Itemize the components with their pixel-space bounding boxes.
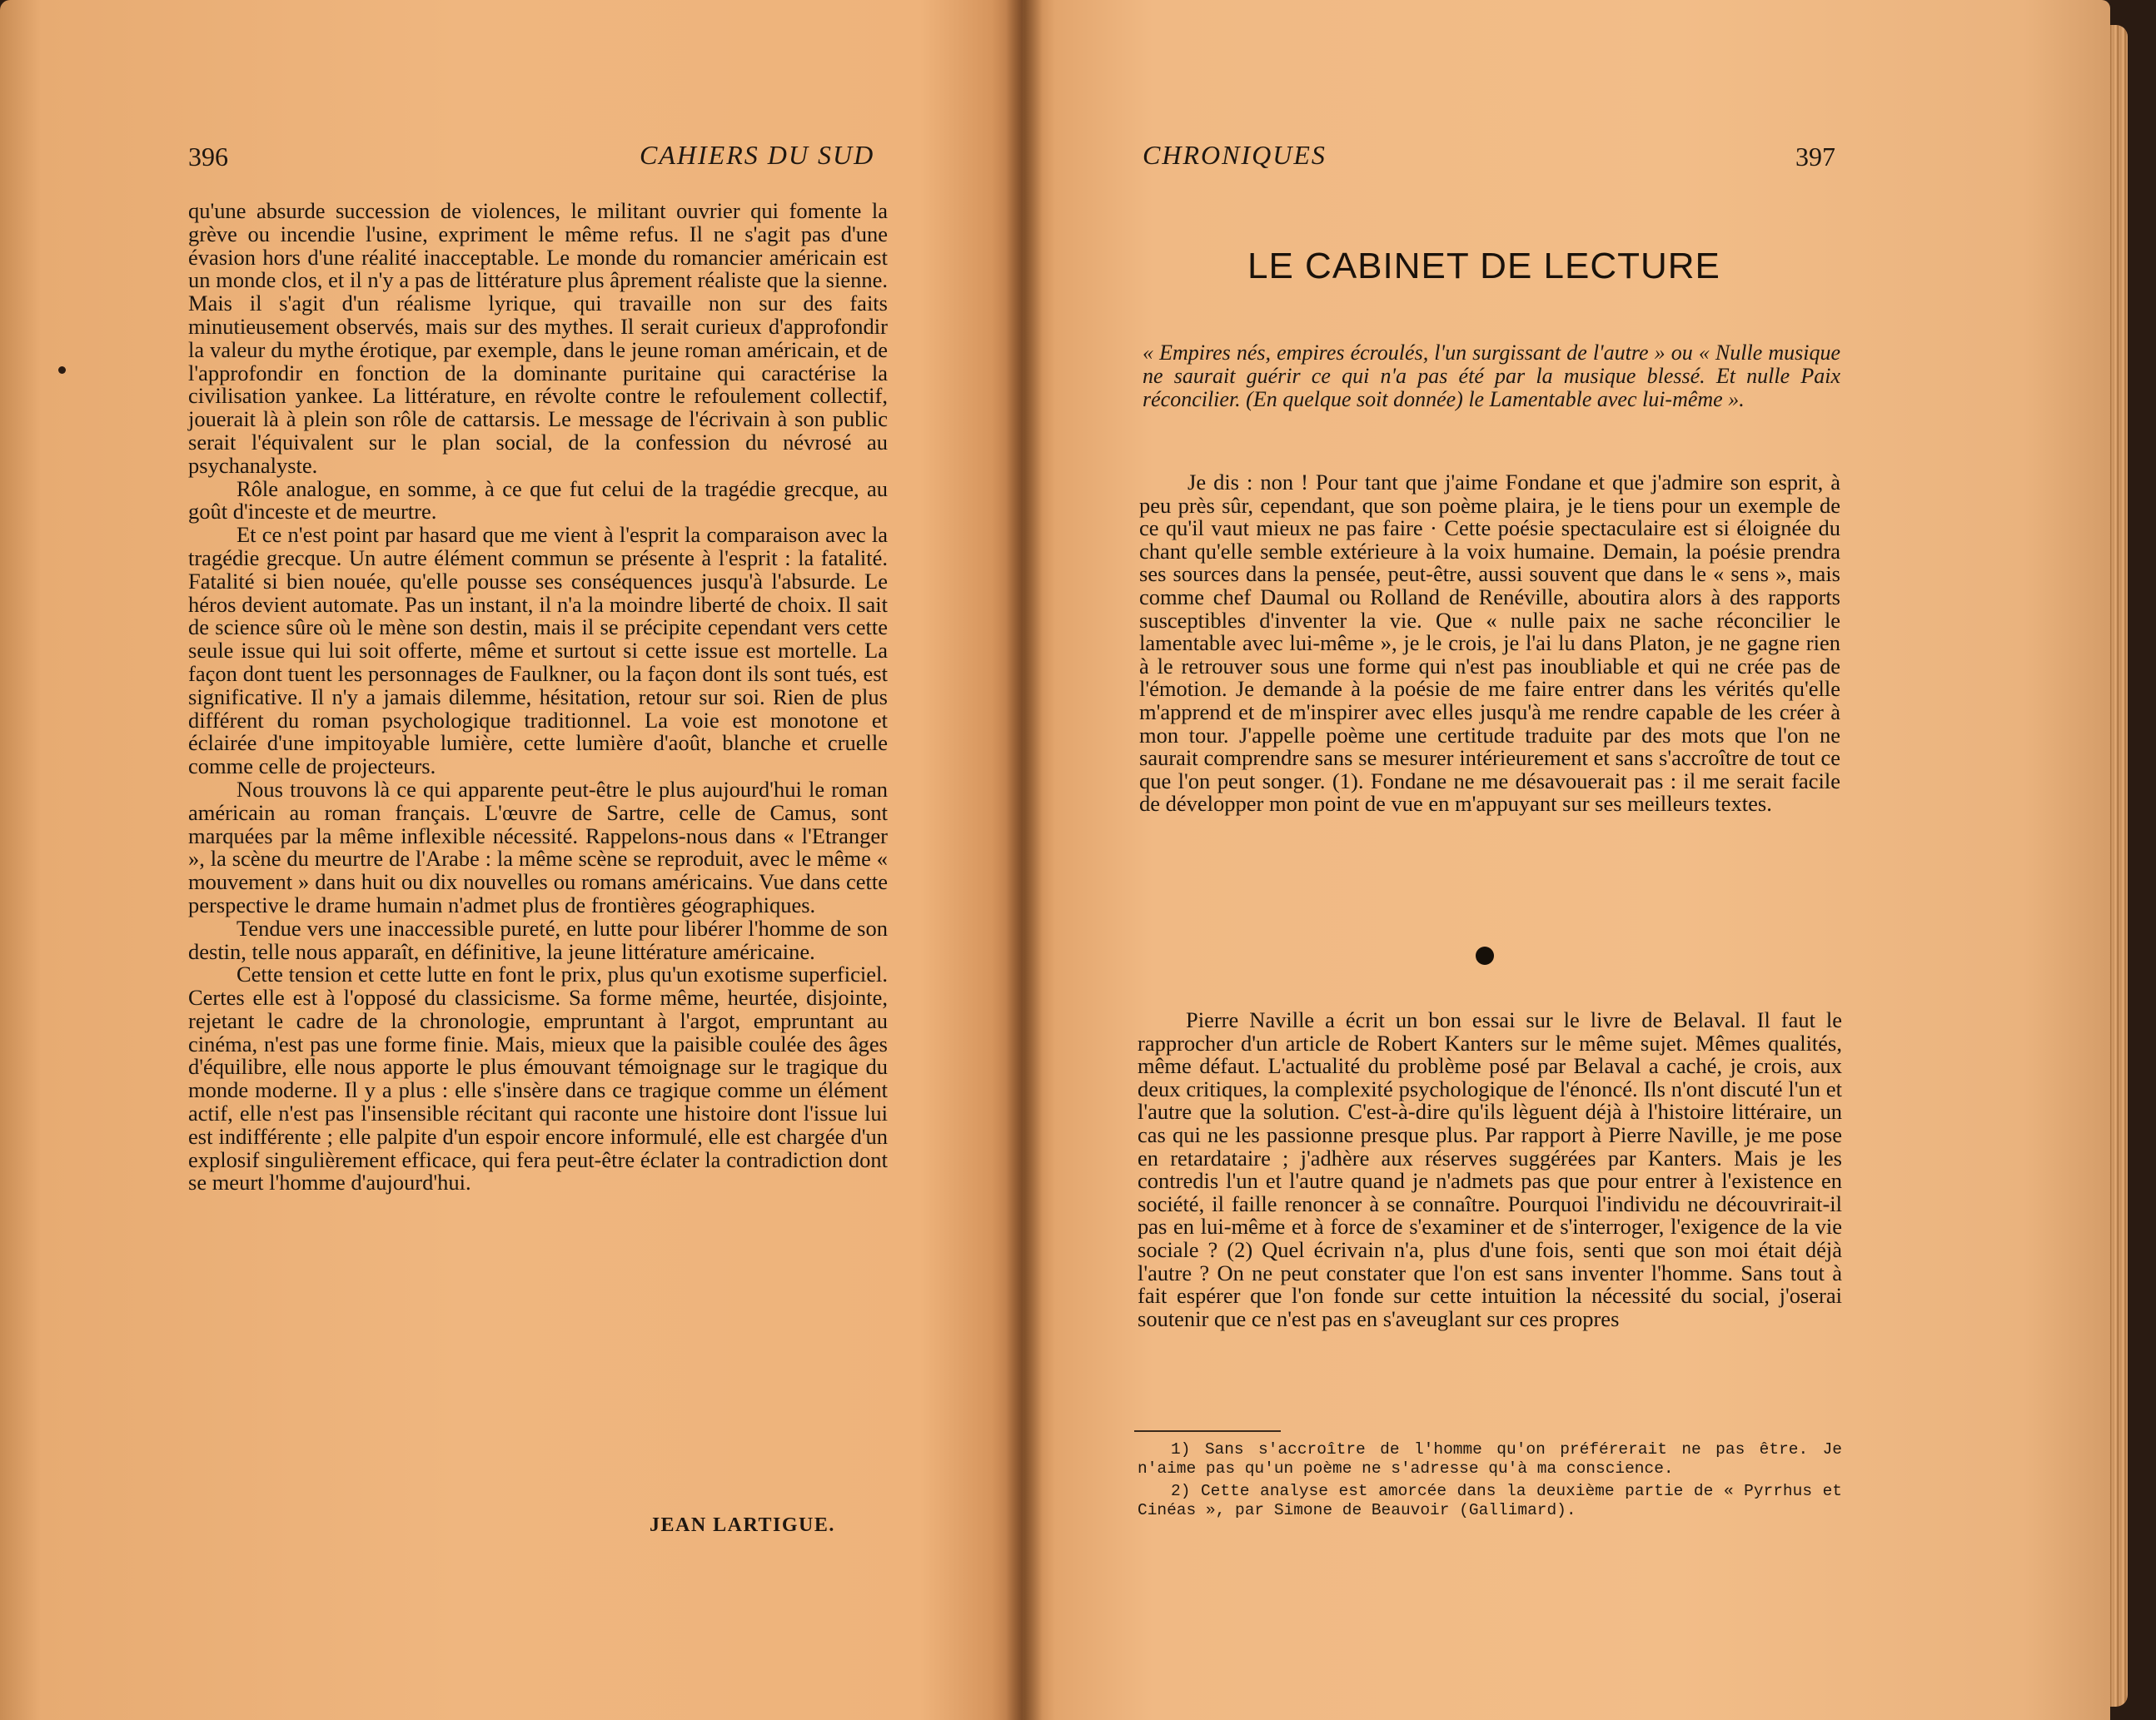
- running-head-left: CAHIERS DU SUD: [640, 140, 875, 170]
- right-body-text-2: [1138, 1009, 1842, 1330]
- book-gutter: [1006, 0, 1043, 1720]
- page-number-left: 396: [188, 142, 228, 172]
- paragraph: Cette tension et cette lutte en font le prix, plus qu'un exotisme superficiel. Certes elle est à l'opposé du classicisme. Sa forme même, heurtée, disjointe, rejetant le cadre de la chronologie, empruntant à l'argot, empruntant au cinéma, n'est pas une forme finie. Mais, mieux que la paisible coulée des âges d'équilibre, elle nous apporte le plus émouvant témoignage sur le tragique du monde moderne. Il y a plus : elle s'insère dans ce tragique comme un élément actif, elle n'est pas l'insensible récitant qui raconte une histoire dont l'issue lui est indifférente ; elle palpite d'un espoir encore informulé, elle est chargée d'un explosif singulièrement efficace, qui fera peut-être éclater la contradiction dont se meurt l'homme d'aujourd'hui.: [188, 962, 888, 1196]
- author-signature: JEAN LARTIGUE.: [650, 1514, 835, 1536]
- running-head-right: CHRONIQUES: [1143, 140, 1327, 170]
- paragraph: Nous trouvons là ce qui apparente peut-être le plus aujourd'hui le roman américain au roman français. L'œuvre de Sartre, celle de Camus, sont marquées par la même inflexible nécessité. Rappelons-nous dans « l'Etranger », la scène du meurtre de l'Arabe : la même scène se reproduit, avec le même « mouvement » dans huit ou dix nouvelles ou romans américains. Vue dans cette perspective le drame humain n'admet plus de frontières géographiques.: [188, 776, 888, 917]
- paragraph: Rôle analogue, en somme, à ce que fut celui de la tragédie grecque, au goût d'inceste et de meurtre.: [188, 475, 888, 524]
- footnotes: [1138, 1440, 1842, 1524]
- section-divider-bullet: [1476, 947, 1494, 965]
- footnote: 2) Cette analyse est amorcée dans la deuxième partie de « Pyrrhus et Cinéas », par Simone de Beauvoir (Gallimard).: [1138, 1482, 1842, 1519]
- left-body-text: [188, 200, 888, 1195]
- footnote-rule: [1134, 1430, 1281, 1432]
- epigraph: « Empires nés, empires écroulés, l'un surgissant de l'autre » ou « Nulle musique ne saurait guérir ce qui n'a pas été par la musique blessé. Et nulle Paix réconcilier. (En quelque soit donnée) le Lamentable avec lui-même ».: [1143, 341, 1840, 411]
- footnote: 1) Sans s'accroître de l'homme qu'on préférerait ne pas être. Je n'aime pas qu'un poème ne s'adresse qu'à ma conscience.: [1138, 1440, 1842, 1478]
- paragraph: Tendue vers une inaccessible pureté, en lutte pour libérer l'homme de son destin, telle nous apparaît, en définitive, la jeune littérature américaine.: [188, 915, 888, 964]
- paper-speck: [58, 366, 66, 374]
- left-page: [0, 0, 1023, 1720]
- paragraph: qu'une absurde succession de violences, le militant ouvrier qui fomente la grève ou incendie l'usine, expriment le même refus. Il ne s'agit pas d'une évasion hors d'une réalité inacceptable. Le monde du romancier américain est un monde clos, et il n'y a pas de littérature plus âprement réaliste que la sienne. Mais il s'agit d'un réalisme lyrique, qui travaille non sur des faits minutieusement observés, mais sur des mythes. Il serait curieux d'approfondir la valeur du mythe érotique, par exemple, dans le jeune roman américain, et de l'approfondir en fonction de la dominante puritaine qui caractérise la civilisation yankee. La littérature, en révolte contre le refoulement collectif, jouerait là à plein son rôle de cattarsis. Le message de l'écrivain à son public serait l'équivalent sur le plan social, de la confession du névrosé au psychanalyste.: [188, 198, 888, 478]
- paragraph: Pierre Naville a écrit un bon essai sur le livre de Belaval. Il faut le rapprocher d'un article de Robert Kanters sur le même sujet. Mêmes qualités, même défaut. L'actualité du problème posé par Belaval a caché, je crois, aux deux critiques, la complexité psychologique de l'énoncé. Ils n'ont discuté l'un et l'autre que la solution. C'est-à-dire qu'ils lèguent déjà à l'histoire littéraire, un cas qui ne les passionne presque plus. Par rapport à Pierre Naville, je me pose en retardataire ; j'adhère aux réserves suggérées par Kanters. Mais je les contredis l'un et l'autre quand je n'admets pas que pour entrer à l'existence en société, il faille renoncer à se connaître. Pourquoi l'individu ne découvrirait-il pas en lui-même et à force de s'examiner et de s'interroger, l'exigence de la vie sociale ? (2) Quel écrivain n'a, plus d'une fois, senti que son moi était déjà l'autre ? On ne peut constater que l'on est sans inventer l'homme. Sans tout à fait espérer que l'on fonde sur cette intuition la nécessité du social, j'oserai soutenir que ce n'est pas en s'aveuglant sur ces propres: [1138, 1007, 1842, 1331]
- section-title: LE CABINET DE LECTURE: [1247, 246, 1720, 286]
- paragraph: Et ce n'est point par hasard que me vient à l'esprit la comparaison avec la tragédie grecque. Un autre élément commun se présente à l'esprit : la fatalité. Fatalité si bien nouée, qu'elle pousse ses conséquences jusqu'à l'absurde. Le héros devient automate. Pas un instant, il n'a la moindre liberté de choix. Il sait de science sûre où le mène son destin, mais il se précipite cependant vers cette seule issue qui lui soit offerte, même et surtout si cette issue est mortelle. La façon dont tuent les personnages de Faulkner, ou la façon dont ils sont tués, est significative. Il n'y a jamais dilemme, hésitation, retour sur soi. Rien de plus différent du roman psychologique traditionnel. La voie est monotone et éclairée d'une impitoyable lumière, cette lumière d'août, blanche et cruelle comme celle de projecteurs.: [188, 522, 888, 779]
- right-body-text-1: [1139, 471, 1840, 816]
- page-number-right: 397: [1795, 142, 1835, 172]
- paragraph: Je dis : non ! Pour tant que j'aime Fondane et que j'admire son esprit, à peu près sûr, cependant, que son poème plaira, je le tiens pour un exemple de ce qu'il vaut mieux ne pas faire · Cette poésie spectaculaire est si éloignée du chant qu'elle semble extérieure à la voix humaine. Demain, la poésie prendra ses sources dans la pensée, peut-être, aussi souvent que dans le « sens », mais comme chef Daumal ou Rolland de Renéville, aboutira alors à des rapports susceptibles d'inventer la vie. Que « nulle paix ne sache réconcilier le lamentable avec lui-même », je le crois, je l'ai lu dans Platon, je ne gagne rien à le retrouver sous une forme qui n'est pas inoubliable et qui ne crée pas de l'émotion. Je demande à la poésie de me faire entrer dans les vérités qu'elle m'apprend et de m'inspirer avec elles jusqu'à me rendre capable de les créer à mon tour. J'appelle poème une certitude traduite par des mots que l'on ne saurait comprendre sans se mesurer intérieurement et sans s'accroître de tout ce que l'on peut songer. (1). Fondane ne me désavouerait pas : il me serait facile de développer mon point de vue en m'appuyant sur ses meilleurs textes.: [1139, 470, 1840, 817]
